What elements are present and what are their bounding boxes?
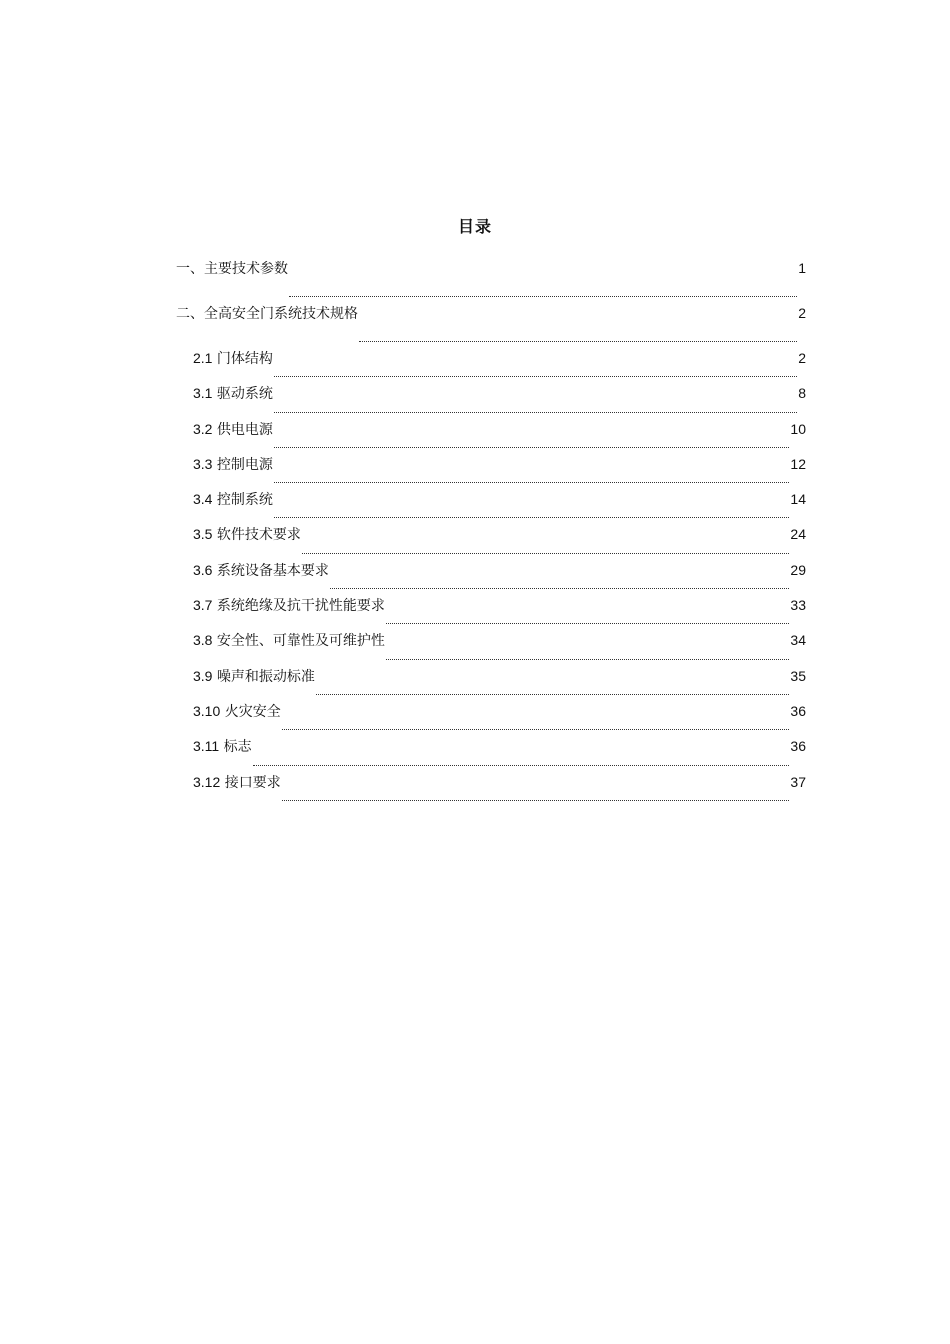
toc-entry-3-8[interactable] xyxy=(176,630,806,665)
toc-entry-label xyxy=(193,666,315,687)
toc-entry-page: 1 xyxy=(798,260,806,276)
toc-entry-text: 系统绝缘及抗干扰性能要求 xyxy=(216,598,385,615)
toc-entry-text: 控制系统 xyxy=(216,492,273,509)
toc-entry-text: 接口要求 xyxy=(224,774,281,791)
toc-entry-page: 36 xyxy=(790,702,806,719)
toc-list xyxy=(176,258,806,807)
toc-entry-3-11[interactable] xyxy=(176,736,806,771)
toc-entry-2-1[interactable] xyxy=(176,348,806,383)
toc-entry-label: 二、全高安全门系统技术规格 xyxy=(176,306,358,322)
toc-entry-3-2[interactable] xyxy=(176,419,806,454)
toc-entry-page: 2 xyxy=(798,305,806,321)
toc-entry-text: 供电电源 xyxy=(216,421,273,438)
toc-entry-text: 火灾安全 xyxy=(224,703,281,720)
toc-entry-label xyxy=(193,348,273,369)
toc-entry-number: 3.7 xyxy=(193,597,213,614)
toc-entry-label xyxy=(193,701,281,722)
toc-leader-dots xyxy=(274,375,797,377)
toc-leader-dots xyxy=(316,693,790,695)
toc-entry-text: 安全性、可靠性及可维护性 xyxy=(216,633,385,650)
toc-entry-number: 2.1 xyxy=(193,350,213,366)
toc-entry-3-7[interactable] xyxy=(176,595,806,630)
toc-entry-label xyxy=(193,454,273,475)
toc-entry-text: 控制电源 xyxy=(216,456,273,473)
toc-entry-page: 37 xyxy=(790,773,806,790)
toc-entry-number: 3.4 xyxy=(193,491,213,508)
toc-leader-dots xyxy=(274,481,790,483)
toc-leader-dots xyxy=(274,516,790,518)
toc-entry-page: 12 xyxy=(790,455,806,472)
toc-entry-page: 29 xyxy=(790,561,806,578)
toc-entry-number: 3.3 xyxy=(193,455,213,472)
toc-entry-3-1[interactable] xyxy=(176,383,806,418)
toc-title: 目录 xyxy=(457,217,492,236)
toc-entry-3-4[interactable] xyxy=(176,489,806,524)
toc-entry-text: 驱动系统 xyxy=(216,386,273,403)
toc-entry-label xyxy=(193,419,273,440)
toc-entry-label xyxy=(193,383,273,404)
toc-entry-label: 一、主要技术参数 xyxy=(176,261,288,277)
toc-leader-dots xyxy=(386,622,790,624)
toc-entry-label xyxy=(193,630,385,651)
toc-entry-text: 门体结构 xyxy=(216,351,273,367)
toc-entry-page: 8 xyxy=(798,385,806,402)
toc-leader-dots xyxy=(386,658,790,660)
toc-entry-number: 3.10 xyxy=(193,702,221,719)
toc-entry-number: 3.9 xyxy=(193,667,213,684)
toc-entry-page: 34 xyxy=(790,632,806,649)
toc-entry-page: 14 xyxy=(790,491,806,508)
toc-entry-number: 3.12 xyxy=(193,773,221,790)
toc-entry-2[interactable] xyxy=(176,303,806,348)
toc-entry-3-3[interactable] xyxy=(176,454,806,489)
toc-entry-number: 3.8 xyxy=(193,632,213,649)
toc-entry-label xyxy=(193,772,281,793)
toc-entry-number: 3.1 xyxy=(193,385,213,402)
toc-entry-page: 2 xyxy=(798,350,806,366)
toc-leader-dots xyxy=(289,295,797,297)
toc-leader-dots xyxy=(282,799,790,801)
toc-entry-text: 软件技术要求 xyxy=(216,527,301,544)
toc-entry-page: 10 xyxy=(790,420,806,437)
toc-entry-number: 3.6 xyxy=(193,561,213,578)
toc-entry-page: 35 xyxy=(790,667,806,684)
toc-entry-number: 3.5 xyxy=(193,526,213,543)
toc-entry-label xyxy=(193,524,301,545)
toc-leader-dots xyxy=(302,552,790,554)
toc-entry-number: 3.2 xyxy=(193,420,213,437)
toc-leader-dots xyxy=(359,340,797,342)
toc-entry-page: 36 xyxy=(790,738,806,755)
toc-entry-number: 3.11 xyxy=(193,738,220,755)
toc-entry-label xyxy=(193,489,273,510)
toc-leader-dots xyxy=(282,728,790,730)
toc-entry-page: 33 xyxy=(790,597,806,614)
toc-entry-text: 标志 xyxy=(223,739,252,756)
toc-leader-dots xyxy=(253,764,790,766)
toc-entry-3-9[interactable] xyxy=(176,666,806,701)
toc-entry-text: 系统设备基本要求 xyxy=(216,562,329,579)
toc-entry-label xyxy=(193,595,385,616)
toc-leader-dots xyxy=(330,587,790,589)
toc-leader-dots xyxy=(274,446,790,448)
toc-entry-label xyxy=(193,736,252,757)
toc-entry-text: 噪声和振动标准 xyxy=(216,668,315,685)
toc-entry-label xyxy=(193,560,329,581)
toc-entry-page: 24 xyxy=(790,526,806,543)
toc-entry-1[interactable] xyxy=(176,258,806,303)
toc-entry-3-5[interactable] xyxy=(176,524,806,559)
toc-entry-3-10[interactable] xyxy=(176,701,806,736)
toc-entry-3-12[interactable] xyxy=(176,772,806,807)
toc-leader-dots xyxy=(274,411,797,413)
toc-entry-3-6[interactable] xyxy=(176,560,806,595)
